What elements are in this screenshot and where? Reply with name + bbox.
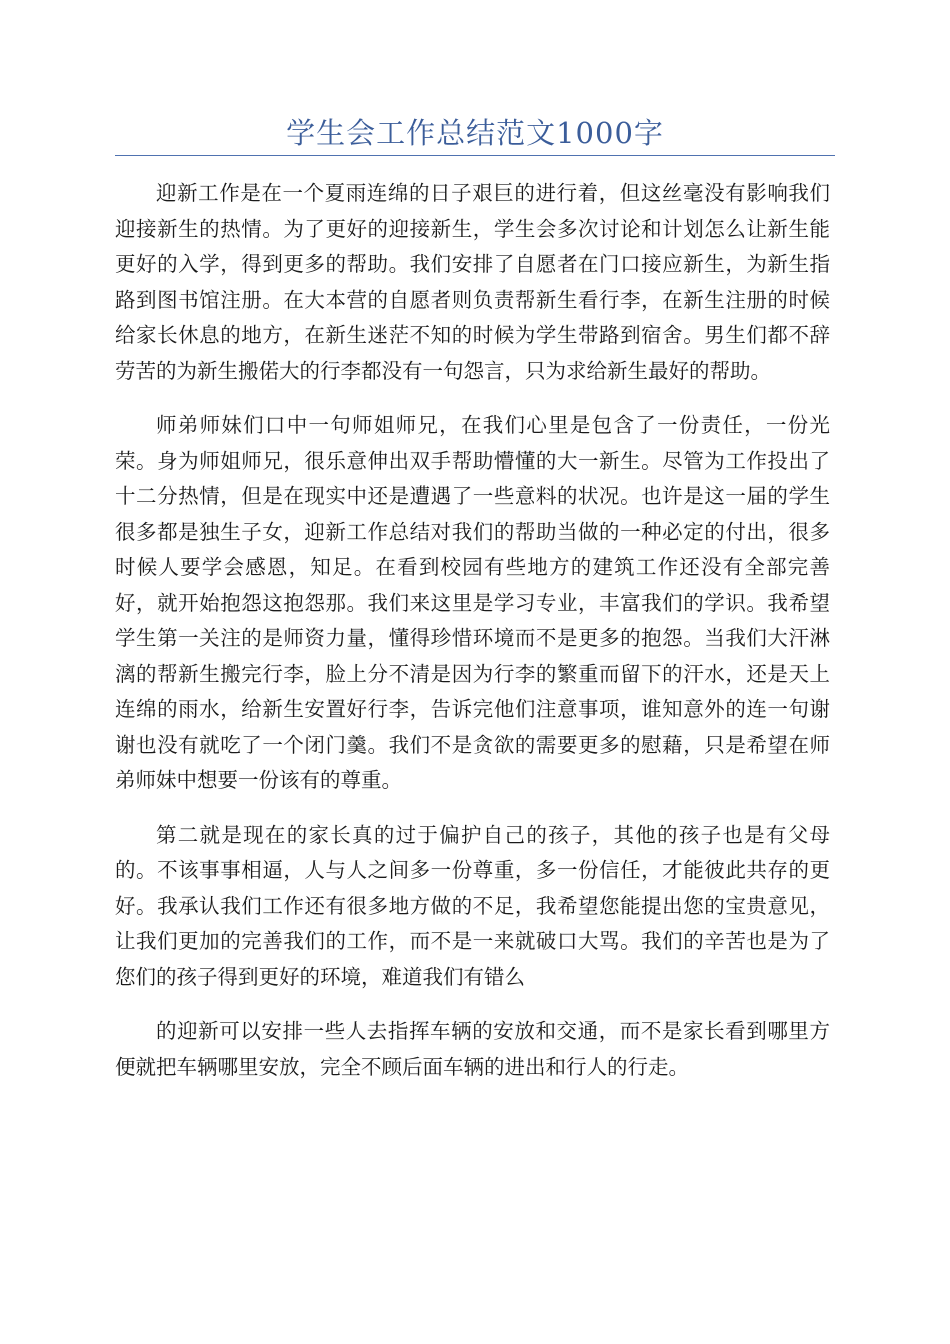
paragraph-4: 的迎新可以安排一些人去指挥车辆的安放和交通，而不是家长看到哪里方便就把车辆哪里安放，完全不顾后面车辆的进出和行人的行走。: [115, 1019, 830, 1079]
title-underline: [115, 155, 835, 156]
document-title: 学生会工作总结范文1000字: [286, 116, 664, 150]
paragraph-1: 迎新工作是在一个夏雨连绵的日子艰巨的进行着，但这丝毫没有影响我们迎接新生的热情。为了更好的迎接新生，学生会多次讨论和计划怎么让新生能更好的入学，得到更多的帮助。我们安排了自愿者在门口接应新生，为新生指路到图书馆注册。在大本营的自愿者则负责帮新生看行李，在新生注册的时候给家长休息的地方，在新生迷茫不知的时候为学生带路到宿舍。男生们都不辞劳苦的为新生搬偌大的行李都没有一句怨言，只为求给新生最好的帮助。: [115, 181, 830, 383]
paragraph-3: 第二就是现在的家长真的过于偏护自己的孩子，其他的孩子也是有父母的。不该事事相逼，人与人之间多一份尊重，多一份信任，才能彼此共存的更好。我承认我们工作还有很多地方做的不足，我希望您能提出您的宝贵意见，让我们更加的完善我们的工作，而不是一来就破口大骂。我们的辛苦也是为了您们的孩子得到更好的环境，难道我们有错么: [115, 822, 830, 989]
document-body: [115, 176, 830, 1104]
paragraph-2: 师弟师妹们口中一句师姐师兄，在我们心里是包含了一份责任，一份光荣。身为师姐师兄，很乐意伸出双手帮助懵懂的大一新生。尽管为工作投出了十二分热情，但是在现实中还是遭遇了一些意料的状况。也许是这一届的学生很多都是独生子女，迎新工作总结对我们的帮助当做的一种必定的付出，很多时候人要学会感恩，知足。在看到校园有些地方的建筑工作还没有全部完善好，就开始抱怨这抱怨那。我们来这里是学习专业，丰富我们的学识。我希望学生第一关注的是师资力量，懂得珍惜环境而不是更多的抱怨。当我们大汗淋漓的帮新生搬完行李，脸上分不清是因为行李的繁重而留下的汗水，还是天上连绵的雨水，给新生安置好行李，告诉完他们注意事项，谁知意外的连一句谢谢也没有就吃了一个闭门羹。我们不是贪欲的需要更多的慰藉，只是希望在师弟师妹中想要一份该有的尊重。: [115, 413, 830, 792]
